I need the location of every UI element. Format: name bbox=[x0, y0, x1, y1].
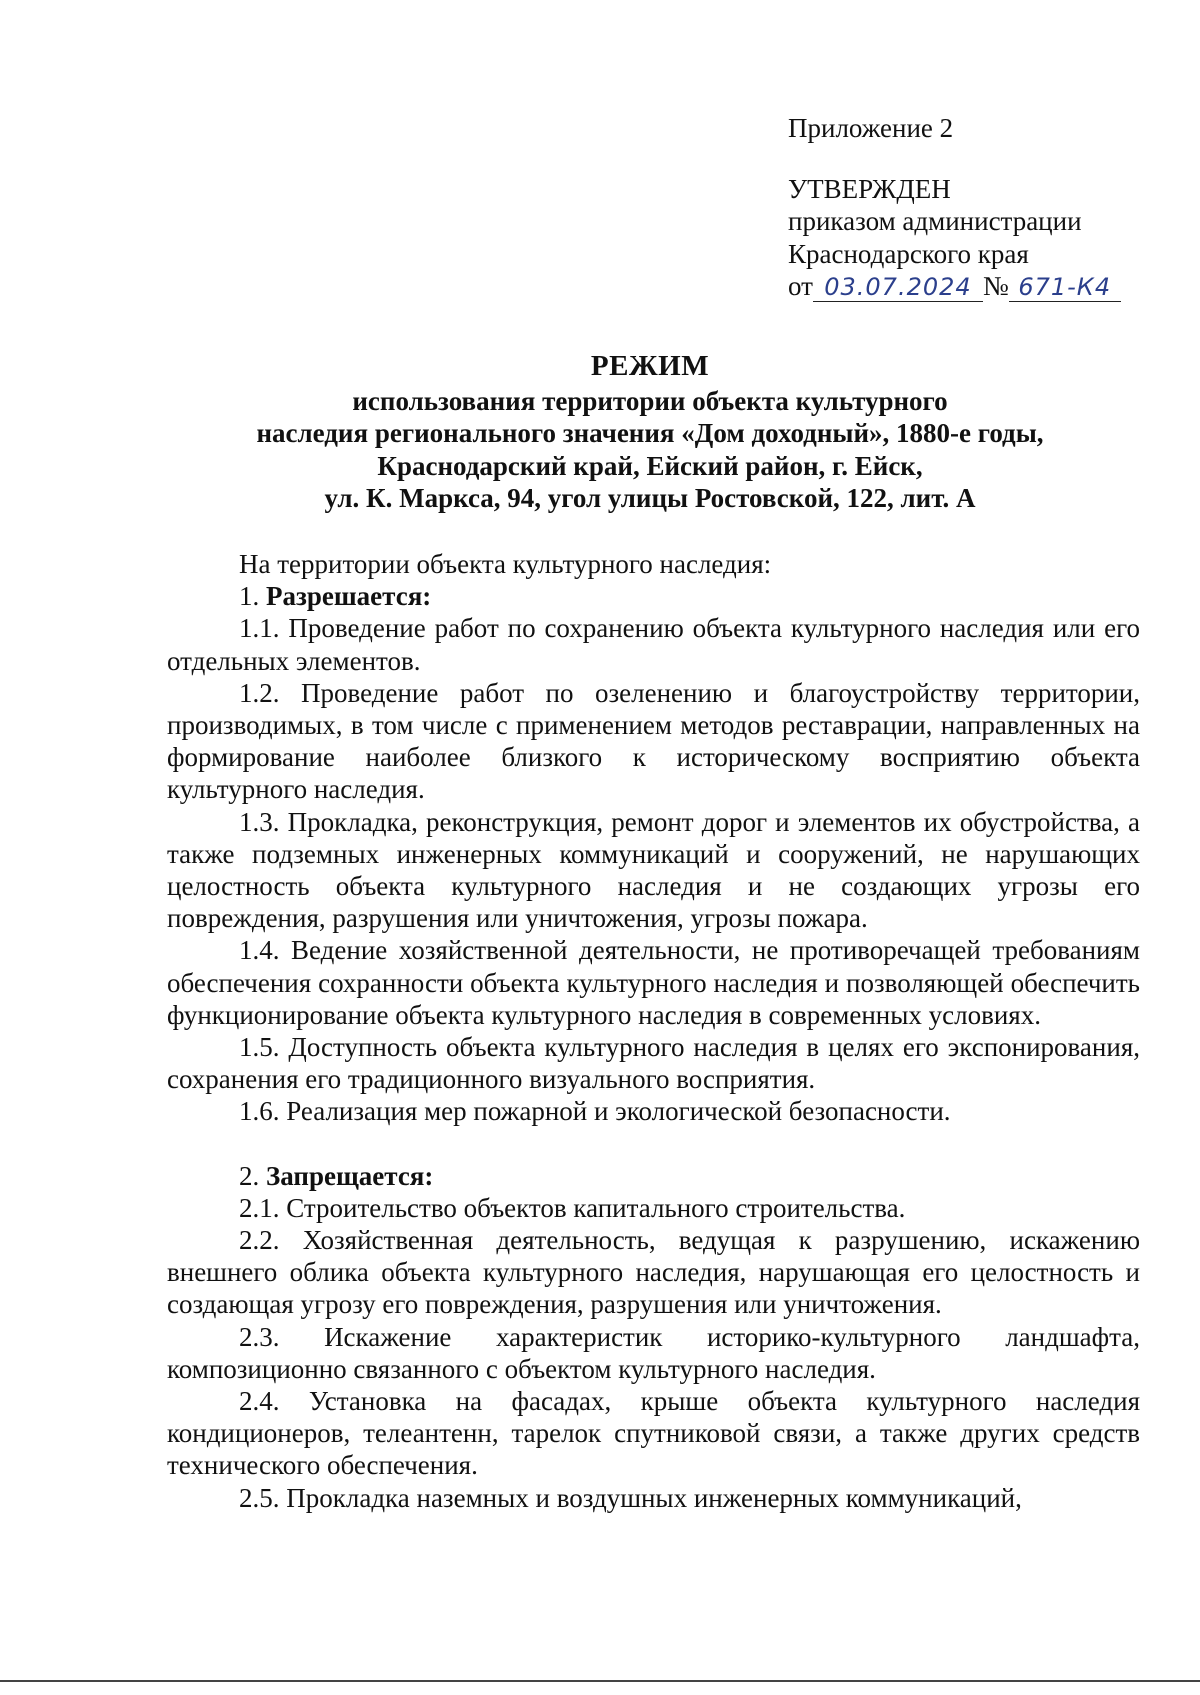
clause-1-2: 1.2. Проведение работ по озеленению и благоустройству территории, производимых, в том числе с применением методов реставрации, направленных на формирование наиболее близкого к историческому восприятию объекта культурного наследия. bbox=[167, 677, 1140, 805]
date-prefix: от bbox=[788, 271, 813, 301]
order-date-line bbox=[788, 270, 1168, 303]
section-2-number: 2. bbox=[239, 1160, 260, 1191]
clause-2-5: 2.5. Прокладка наземных и воздушных инженерных коммуникаций, bbox=[239, 1482, 1022, 1513]
approval-stamp bbox=[788, 112, 1168, 303]
clause-1-5: 1.5. Доступность объекта культурного наследия в целях его экспонирования, сохранения его традиционного визуального восприятия. bbox=[167, 1032, 1140, 1095]
intro-paragraph: На территории объекта культурного наследия: bbox=[239, 549, 772, 579]
number-prefix: № bbox=[982, 271, 1009, 301]
clause-1-4: 1.4. Ведение хозяйственной деятельности, не противоречащей требованиям обеспечения сохранности объекта культурного наследия и позволяющей обеспечить функционирование объекта культурного наследия в современных условиях. bbox=[167, 935, 1140, 1030]
section-1-title: Разрешается: bbox=[266, 581, 432, 612]
document-title bbox=[160, 350, 1140, 515]
section-1-heading bbox=[167, 580, 1140, 612]
clause-1-1: 1.1. Проведение работ по сохранению объекта культурного наследия или его отдельных элементов. bbox=[167, 613, 1140, 676]
clause-2-3: 2.3. Искажение характеристик историко-культурного ландшафта, композиционно связанного с объектом культурного наследия. bbox=[167, 1321, 1140, 1384]
title-main: РЕЖИМ bbox=[590, 350, 710, 382]
title-line-2: наследия регионального значения «Дом доходный», 1880-е годы, bbox=[256, 418, 1044, 448]
clause-2-4: 2.4. Установка на фасадах, крыше объекта культурного наследия кондиционеров, телеантенн, тарелок спутниковой связи, а также других средств технического обеспечения. bbox=[167, 1386, 1140, 1481]
region-label: Краснодарского края bbox=[788, 238, 1029, 269]
title-line-4: ул. К. Маркса, 94, угол улицы Ростовской, 122, лит. А bbox=[324, 483, 976, 513]
appendix-label: Приложение 2 bbox=[788, 113, 954, 143]
clause-1-6: 1.6. Реализация мер пожарной и экологической безопасности. bbox=[239, 1096, 951, 1127]
section-spacer bbox=[167, 1128, 1140, 1160]
order-label: приказом администрации bbox=[788, 206, 1082, 236]
approved-label: УТВЕРЖДЕН bbox=[788, 173, 951, 204]
section-2-heading bbox=[167, 1160, 1140, 1192]
document-body bbox=[167, 548, 1140, 1514]
scan-edge-line bbox=[0, 1680, 1200, 1682]
order-number: 671-К4 bbox=[1009, 273, 1121, 302]
clause-1-3: 1.3. Прокладка, реконструкция, ремонт дорог и элементов их обустройства, а также подземных инженерных коммуникаций и сооружений, не нарушающих целостность объекта культурного наследия и не создающих угрозы его повреждения, разрушения или уничтожения, угрозы пожара. bbox=[167, 806, 1140, 934]
section-1-number: 1. bbox=[239, 581, 260, 612]
section-2-title: Запрещается: bbox=[266, 1160, 434, 1191]
clause-2-1: 2.1. Строительство объектов капитального строительства. bbox=[239, 1192, 906, 1223]
order-date: 03.07.2024 bbox=[813, 273, 983, 302]
title-line-3: Краснодарский край, Ейский район, г. Ейск, bbox=[377, 450, 923, 481]
clause-2-2: 2.2. Хозяйственная деятельность, ведущая к разрушению, искажению внешнего облика объекта культурного наследия, нарушающая его целостность и создающая угрозу его повреждения, разрушения или уничтожения. bbox=[167, 1225, 1140, 1320]
title-line-1: использования территории объекта культурного bbox=[352, 385, 948, 416]
